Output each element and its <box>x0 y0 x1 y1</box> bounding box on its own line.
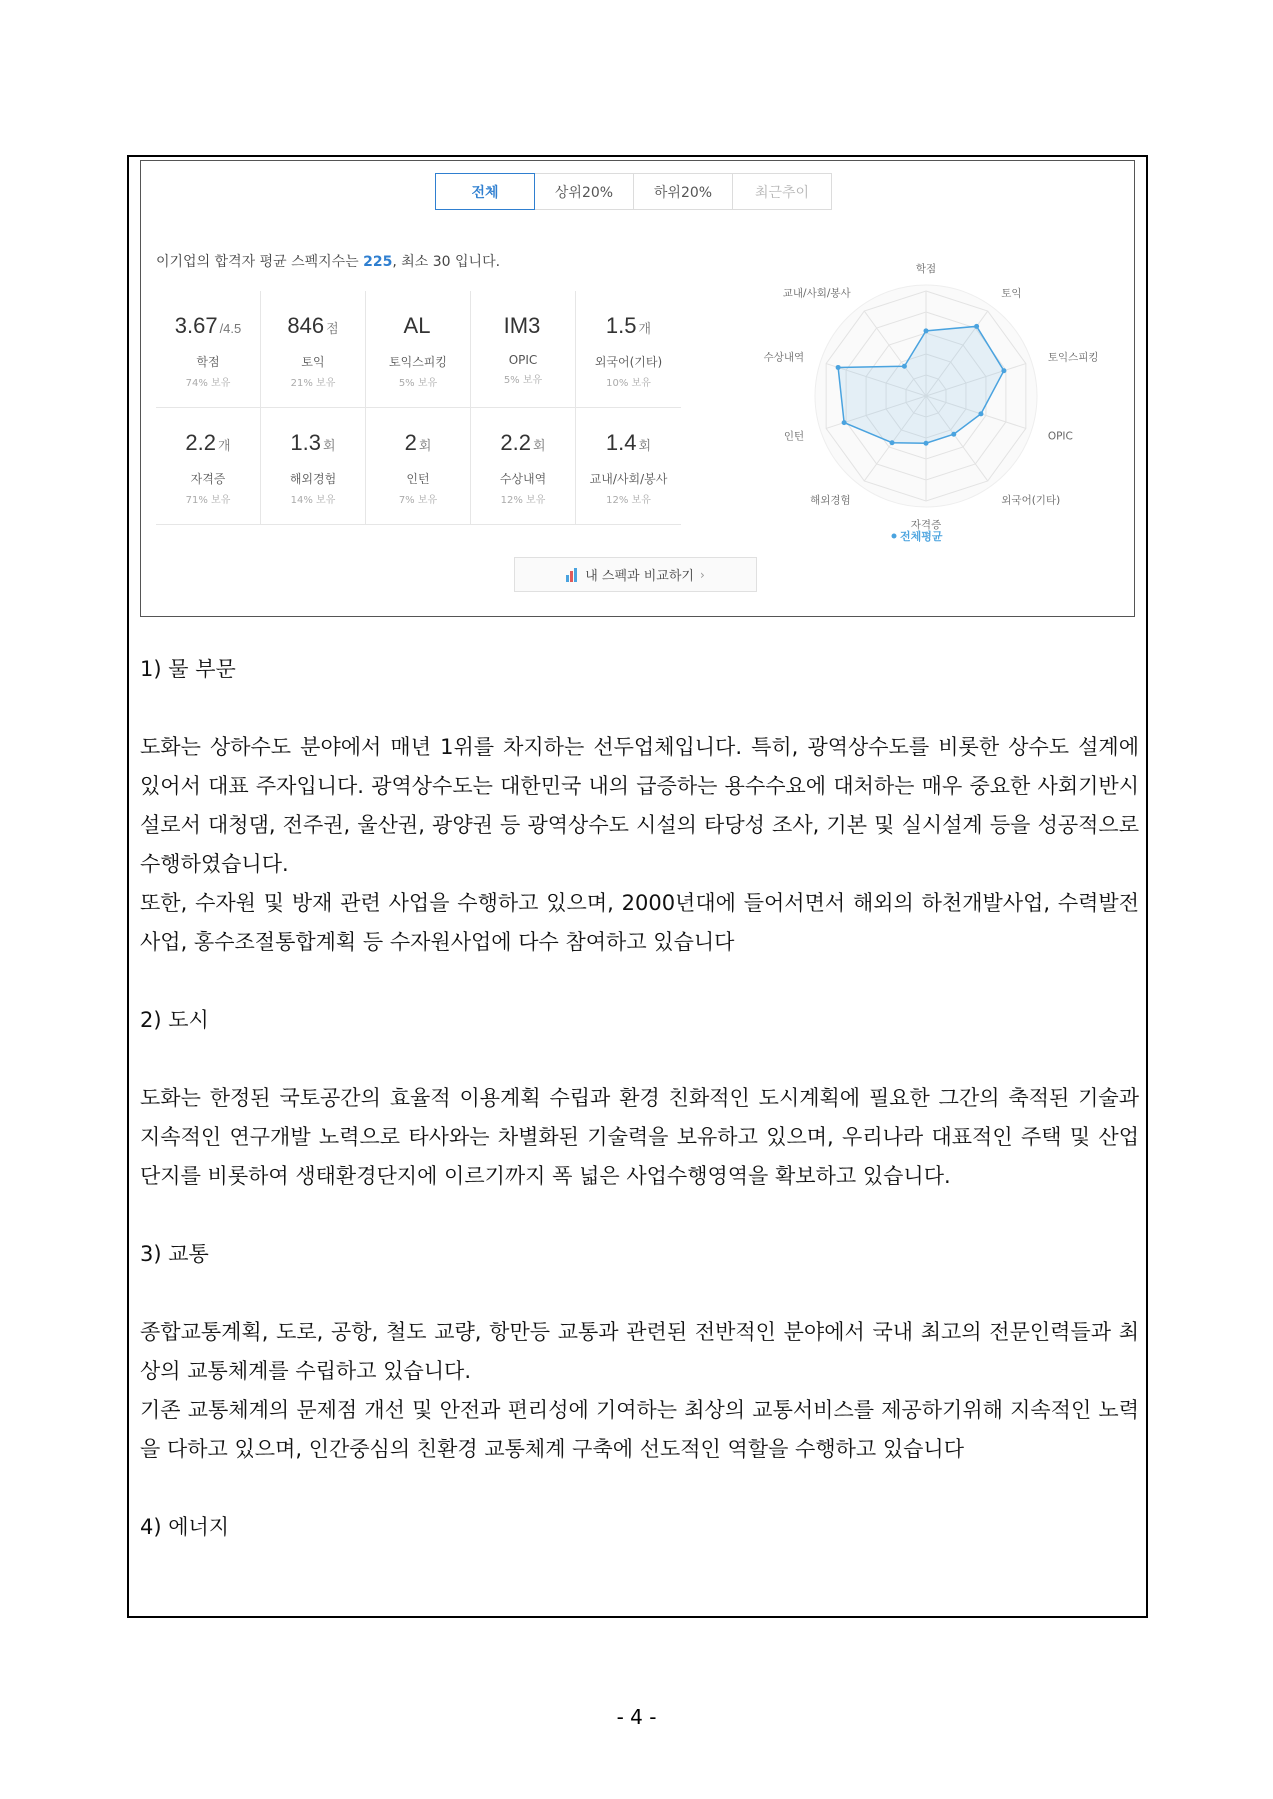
paragraph: 기존 교통체계의 문제점 개선 및 안전과 편리성에 기여하는 최상의 교통서비스를 제공하기위해 지속적인 노력을 다하고 있으며, 인간중심의 친환경 교통체계 구축에 선도적인 역할을 수행하고 있습니다 <box>140 1398 1139 1461</box>
radar-point <box>842 420 847 425</box>
tab-top20[interactable]: 상위20% <box>534 173 634 210</box>
stat-value: 2 회 <box>404 430 432 455</box>
stat-ownership: 12% 보유 <box>500 495 546 506</box>
stat-label: 학점 <box>196 355 220 369</box>
radar-axis-label: 교내/사회/봉사 <box>782 287 851 300</box>
radar-point <box>1001 368 1006 373</box>
stat-label: 인턴 <box>406 472 430 486</box>
radar-axis-label: 학점 <box>915 262 937 275</box>
stat-label: 토익스피킹 <box>389 355 447 369</box>
radar-legend-label: 전체평균 <box>900 530 943 543</box>
section-heading-city: 2) 도시 <box>140 1008 209 1032</box>
stat-cell <box>156 408 261 525</box>
stat-cell <box>156 291 261 408</box>
tab-recent-trend[interactable]: 최근추이 <box>732 173 832 210</box>
radar-point <box>978 411 983 416</box>
stat-value: IM3 <box>503 313 541 338</box>
stat-cell <box>261 408 366 525</box>
stat-label: 해외경험 <box>289 472 337 486</box>
paragraph: 도화는 상하수도 분야에서 매년 1위를 차지하는 선두업체입니다. 특히, 광역상수도를 비롯한 상수도 설계에 있어서 대표 주자입니다. 광역상수도는 대한민국 내의 급증하는 용수수요에 대처하는 매우 중요한 사회기반시설로서 대청댐, 전주권, 울산권, 광양권 등 광역상수도 시설의 타당성 조사, 기본 및 실시설계 등을 성공적으로 수행하였습니다. <box>140 735 1139 876</box>
compare-my-spec-button[interactable] <box>514 557 757 592</box>
stat-label: 자격증 <box>190 472 226 486</box>
stat-value: AL <box>403 313 431 338</box>
radar-point <box>902 364 907 369</box>
page-number: - 4 - <box>616 1705 657 1729</box>
section-heading-energy: 4) 에너지 <box>140 1515 230 1539</box>
stat-cell <box>366 408 471 525</box>
paragraph: 종합교통계획, 도로, 공항, 철도 교량, 항만등 교통과 관련된 전반적인 분야에서 국내 최고의 전문인력들과 최상의 교통체계를 수립하고 있습니다. <box>140 1320 1139 1383</box>
stat-cell <box>261 291 366 408</box>
radar-point <box>836 365 841 370</box>
paragraph: 또한, 수자원 및 방재 관련 사업을 수행하고 있으며, 2000년대에 들어서면서 해외의 하천개발사업, 수력발전사업, 홍수조절통합계획 등 수자원사업에 다수 참여하고 있습니다 <box>140 891 1139 954</box>
stat-unit: 점 <box>326 321 339 336</box>
bar-chart-icon <box>566 568 577 582</box>
stat-ownership: 71% 보유 <box>185 495 231 506</box>
stat-label: 외국어(기타) <box>594 355 663 369</box>
stat-unit: /4.5 <box>219 321 242 336</box>
stat-cell <box>471 408 576 525</box>
summary-suffix: , 최소 30 입니다. <box>392 254 501 270</box>
spec-summary-text <box>156 251 500 271</box>
stat-unit: 회 <box>418 438 432 453</box>
stat-value: 846 점 <box>287 313 339 338</box>
stat-unit: 개 <box>638 321 652 336</box>
stat-label: OPIC <box>508 353 538 367</box>
section-heading-transport: 3) 교통 <box>140 1242 209 1266</box>
radar-axis-label: OPIC <box>1047 430 1073 443</box>
stat-value: 3.67 /4.5 <box>174 313 242 338</box>
tab-bottom20[interactable]: 하위20% <box>633 173 733 210</box>
radar-point <box>924 328 929 333</box>
stat-label: 교내/사회/봉사 <box>589 472 668 486</box>
stat-ownership: 5% 보유 <box>398 378 438 389</box>
radar-point <box>951 432 956 437</box>
summary-prefix: 이기업의 합격자 평균 스펙지수는 <box>156 254 364 270</box>
stat-unit: 개 <box>218 438 231 453</box>
stat-unit: 회 <box>533 438 546 453</box>
stat-ownership: 12% 보유 <box>606 495 651 506</box>
section-heading-water: 1) 물 부문 <box>140 657 236 681</box>
radar-chart <box>761 231 1099 551</box>
radar-point <box>974 324 979 329</box>
stat-ownership: 74% 보유 <box>185 378 231 389</box>
compare-button-label: 내 스펙과 비교하기 <box>585 569 694 584</box>
stat-ownership: 7% 보유 <box>398 495 438 506</box>
stat-grid <box>156 291 681 525</box>
stat-ownership: 21% 보유 <box>290 378 336 389</box>
tab-all[interactable]: 전체 <box>435 173 535 210</box>
summary-average-score: 225 <box>363 254 393 270</box>
stat-label: 수상내역 <box>499 472 547 486</box>
stat-cell <box>366 291 471 408</box>
radar-axis-label: 인턴 <box>783 430 805 443</box>
paragraph: 도화는 한정된 국토공간의 효율적 이용계획 수립과 환경 친화적인 도시계획에 필요한 그간의 축적된 기술과 지속적인 연구개발 노력으로 타사와는 차별화된 기술력을 보유하고 있으며, 우리나라 대표적인 주택 및 산업단지를 비롯하여 생태환경단지에 이르기까지 폭 넓은 사업수행영역을 확보하고 있습니다. <box>140 1086 1139 1188</box>
body-text <box>140 650 1139 1547</box>
radar-axis-label: 토익 <box>1001 287 1022 300</box>
stat-cell <box>576 408 681 525</box>
stat-ownership: 5% 보유 <box>503 375 543 386</box>
stat-value: 1.3 회 <box>290 430 336 455</box>
radar-axis-label: 외국어(기타) <box>1001 494 1061 507</box>
spec-tabs <box>436 173 832 210</box>
stat-cell <box>471 291 576 408</box>
stat-ownership: 10% 보유 <box>606 378 651 389</box>
legend-dot-icon <box>892 534 897 539</box>
stat-label: 토익 <box>301 355 325 369</box>
radar-axis-label: 토익스피킹 <box>1047 351 1099 364</box>
stat-value: 1.5 개 <box>605 313 652 338</box>
stat-value: 2.2 회 <box>500 430 546 455</box>
stat-value: 1.4 회 <box>605 430 652 455</box>
spec-summary-card <box>140 160 1135 617</box>
stat-ownership: 14% 보유 <box>290 495 336 506</box>
radar-axis-label: 수상내역 <box>763 351 805 364</box>
chevron-right-icon: › <box>699 567 705 582</box>
stat-value: 2.2 개 <box>185 430 231 455</box>
radar-axis-label: 해외경험 <box>810 494 851 507</box>
radar-point <box>890 440 895 445</box>
stat-cell <box>576 291 681 408</box>
radar-point <box>924 441 929 446</box>
stat-unit: 회 <box>323 438 336 453</box>
stat-unit: 회 <box>638 438 652 453</box>
radar-axis-label: 자격증 <box>910 519 942 532</box>
